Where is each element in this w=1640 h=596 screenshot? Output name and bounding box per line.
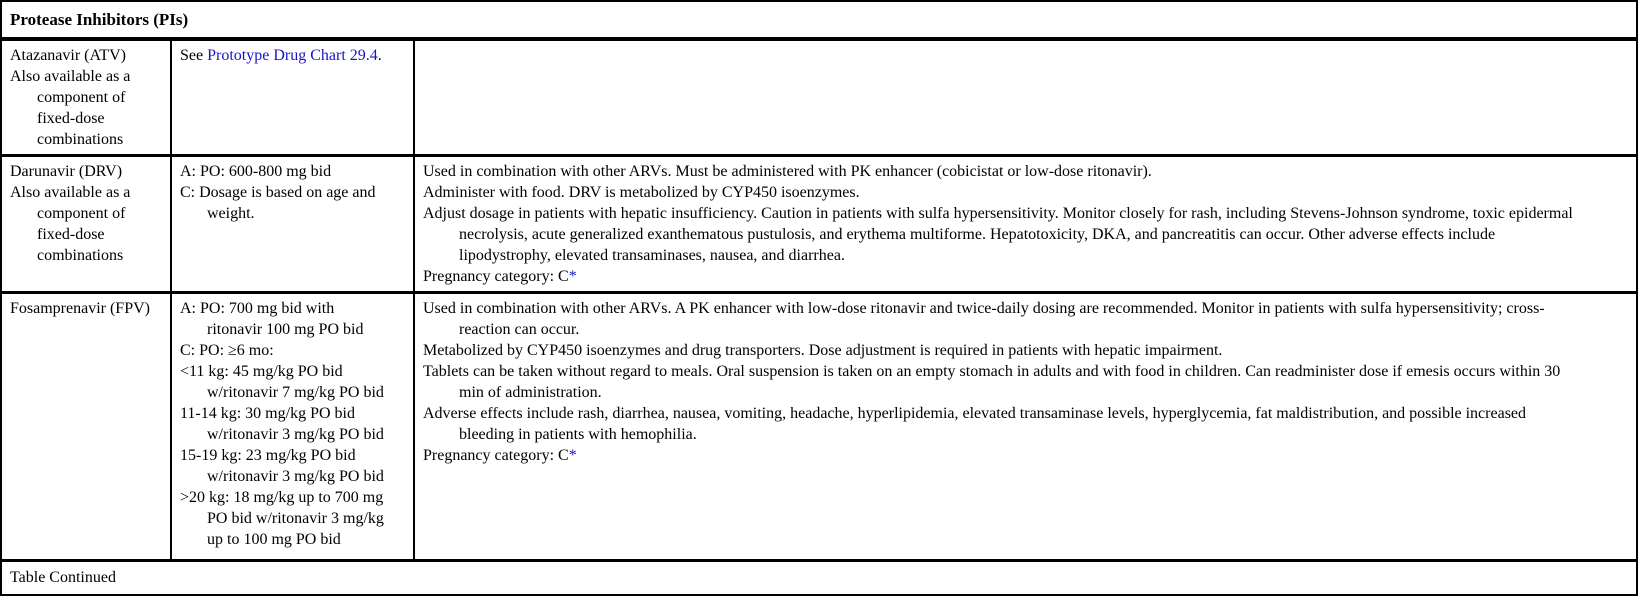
dosage-line: 15-19 kg: 23 mg/kg PO bid — [180, 447, 356, 464]
drug-row-fosamprenavir — [1, 293, 1637, 561]
table-continued-cell — [1, 561, 1637, 596]
dosage-line: >20 kg: 18 mg/kg up to 700 mg — [180, 489, 384, 506]
dosage-line: <11 kg: 45 mg/kg PO bid — [180, 363, 343, 380]
dosage-line: 11-14 kg: 30 mg/kg PO bid — [180, 405, 355, 422]
uses-paragraph: Tablets can be taken without regard to meals. Oral suspension is taken on an empty stomach in adults and with food in children. Can readminister dose if emesis occurs within 30 min of administration. — [423, 363, 1561, 401]
table-section-header-row — [1, 1, 1637, 39]
dosage-cell — [171, 39, 414, 156]
dosage-line: A: PO: 600-800 mg bid — [180, 163, 332, 180]
prototype-drug-chart-link[interactable]: Prototype Drug Chart 29.4 — [207, 47, 378, 64]
dosage-cell — [171, 156, 414, 293]
dosage-line: weight. — [207, 205, 255, 222]
table-continued-note: Table Continued — [10, 569, 116, 586]
dosage-line: C: Dosage is based on age and — [180, 184, 376, 201]
pregnancy-category-line — [423, 266, 1574, 287]
uses-paragraph: Metabolized by CYP450 isoenzymes and drug transporters. Dose adjustment is required in patients with hepatic impairment. — [423, 342, 1223, 359]
uses-paragraph: Adverse effects include rash, diarrhea, nausea, vomiting, headache, hyperlipidemia, elevated transaminase levels, hyperglycemia, fat maldistribution, and possible increased bleeding in patients with hemophilia. — [423, 405, 1527, 443]
drug-name-cell — [1, 39, 171, 156]
drug-row-atazanavir — [1, 39, 1637, 156]
dosage-line: PO bid w/ritonavir 3 mg/kg — [207, 510, 384, 527]
pregnancy-category-label: Pregnancy category: C — [423, 268, 569, 285]
table-section-header — [1, 1, 1637, 39]
uses-paragraph: Adjust dosage in patients with hepatic insufficiency. Caution in patients with sulfa hypersensitivity. Monitor closely for rash, including Stevens-Johnson syndrome, toxic epidermal necrolysis, acute generalized exanthematous pustulosis, and erythema multiforme. Hepatotoxicity, DKA, and pancreatitis can occur. Other adverse effects include lipodystrophy, elevated transaminases, nausea, and diarrhea. — [423, 205, 1573, 264]
dosage-line: up to 100 mg PO bid — [207, 531, 341, 548]
drug-name: Darunavir (DRV) — [10, 163, 123, 180]
dosage-line: ritonavir 100 mg PO bid — [207, 321, 364, 338]
drug-name-cell — [1, 156, 171, 293]
pregnancy-category-label: Pregnancy category: C — [423, 447, 569, 464]
drug-availability-note: Also available as a component of fixed-dose combinations — [10, 184, 131, 264]
drug-name-cell — [1, 293, 171, 561]
dosage-cell — [171, 293, 414, 561]
see-suffix: . — [377, 47, 382, 64]
dosage-reference — [180, 45, 405, 66]
pregnancy-footnote-link[interactable]: * — [568, 268, 577, 285]
uses-considerations-cell — [414, 156, 1637, 293]
drug-name: Atazanavir (ATV) — [10, 47, 126, 64]
dosage-line: w/ritonavir 7 mg/kg PO bid — [207, 384, 384, 401]
see-prefix: See — [180, 47, 208, 64]
section-title: Protease Inhibitors (PIs) — [10, 10, 189, 29]
uses-considerations-cell — [414, 39, 1637, 156]
drug-name: Fosamprenavir (FPV) — [10, 300, 150, 317]
uses-paragraph: Used in combination with other ARVs. A PK enhancer with low-dose ritonavir and twice-daily dosing are recommended. Monitor in patients with sulfa hypersensitivity; cross-reaction can occur. — [423, 300, 1545, 338]
uses-paragraph: Administer with food. DRV is metabolized by CYP450 isoenzymes. — [423, 184, 860, 201]
table-continued-row — [1, 561, 1637, 596]
drug-availability-note: Also available as a component of fixed-dose combinations — [10, 68, 131, 148]
uses-considerations-cell — [414, 293, 1637, 561]
dosage-line: A: PO: 700 mg bid with — [180, 300, 335, 317]
uses-paragraph: Used in combination with other ARVs. Must be administered with PK enhancer (cobicistat or low-dose ritonavir). — [423, 163, 1152, 180]
dosage-line: w/ritonavir 3 mg/kg PO bid — [207, 468, 384, 485]
dosage-line: w/ritonavir 3 mg/kg PO bid — [207, 426, 384, 443]
dosage-line: C: PO: ≥6 mo: — [180, 342, 274, 359]
drug-row-darunavir — [1, 156, 1637, 293]
pregnancy-category-line — [423, 445, 1574, 466]
pregnancy-footnote-link[interactable]: * — [568, 447, 577, 464]
